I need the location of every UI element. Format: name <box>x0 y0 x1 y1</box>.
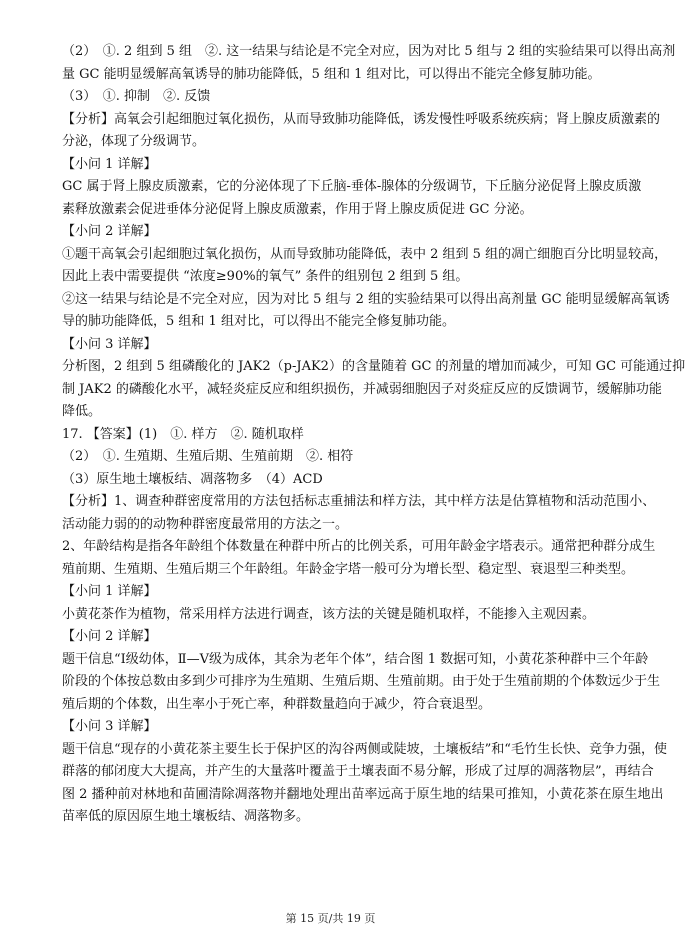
text-line: GC 属于肾上腺皮质激素，它的分泌体现了下丘脑-垂体-腺体的分级调节，下丘脑分泌促肾上腺皮质激 <box>62 179 642 194</box>
text-line: ①题干高氧会引起细胞过氧化损伤，从而导致肺功能降低，表中 2 组到 5 组的凋亡细胞百分比明显较高， <box>62 246 668 262</box>
text-line: 分泌，体现了分级调节。 <box>62 134 206 149</box>
text-line: 阶段的个体按总数由多到少可排序为生殖期、生殖后期、生殖前期。由于处于生殖前期的个体数远少于生 <box>62 674 661 689</box>
section-heading: 【小问 2 详解】 <box>62 629 157 644</box>
question-answer-line: 17. 【答案】(1) ①. 样方 ②. 随机取样 <box>62 426 304 442</box>
text-line: （3）原生地土壤板结、凋落物多 （4）ACD <box>62 471 323 487</box>
text-line: 殖前期、生殖期、生殖后期三个年龄组。年龄金字塔一般可分为增长型、稳定型、衰退型三种类型。 <box>62 561 635 577</box>
text-line: 素释放激素会促进垂体分泌促肾上腺皮质激素，作用于肾上腺皮质促进 GC 分泌。 <box>62 201 533 217</box>
text-line: ②这一结果与结论是不完全对应，因为对比 5 组与 2 组的实验结果可以得出高剂量 GC 能明显缓解高氧诱 <box>62 291 670 307</box>
answer-content <box>62 41 685 829</box>
text-line: 题干信息“现存的小黄花茶主要生长于保护区的沟谷两侧或陡坡，土壤板结”和“毛竹生长快、竞争力强，使 <box>62 741 667 757</box>
text-line: 题干信息“Ⅰ级幼体，Ⅱ—Ⅴ级为成体，其余为老年个体”，结合图 1 数据可知，小黄花茶种群中三个年龄 <box>62 651 649 667</box>
text-line: 制 JAK2 的磷酸化水平，减轻炎症反应和组织损伤，并减弱细胞因子对炎症反应的反馈调节，缓解肺功能 <box>62 381 662 397</box>
text-line: 活动能力弱的的动物种群密度最常用的方法之一。 <box>62 516 349 532</box>
text-line: （2） ①. 生殖期、生殖后期、生殖前期 ②. 相符 <box>62 449 354 464</box>
text-line: 【分析】1、调查种群密度常用的方法包括标志重捕法和样方法，其中样方法是估算植物和活动范围小、 <box>62 494 656 509</box>
section-heading: 【小问 1 详解】 <box>62 584 157 599</box>
text-line: 量 GC 能明显缓解高氧诱导的肺功能降低，5 组和 1 组对比，可以得出不能完全修复肺功能。 <box>62 66 601 82</box>
page-number-footer: 第 15 页/共 19 页 <box>285 912 376 925</box>
text-line: 苗率低的原因原生地土壤板结、凋落物多。 <box>62 809 310 824</box>
text-line: （2） ①. 2 组到 5 组 ②. 这一结果与结论是不完全对应，因为对比 5 组与 2 组的实验结果可以得出高剂 <box>62 44 676 59</box>
text-line: 群落的郁闭度大大提高，并产生的大量落叶覆盖于土壤表面不易分解，形成了过厚的凋落物层”，再结合 <box>62 764 654 779</box>
text-line: （3） ①. 抑制 ②. 反馈 <box>62 89 211 104</box>
text-line: 降低。 <box>62 404 102 419</box>
text-line: 导的肺功能降低，5 组和 1 组对比，可以得出不能完全修复肺功能。 <box>62 314 455 329</box>
text-line: 殖后期的个体数，出生率小于死亡率，种群数量趋向于减少，符合衰退型。 <box>62 696 492 712</box>
section-heading: 【小问 2 详解】 <box>62 224 157 239</box>
section-heading: 【小问 3 详解】 <box>62 719 157 734</box>
section-heading: 【小问 1 详解】 <box>62 156 157 172</box>
section-heading: 【小问 3 详解】 <box>62 336 157 352</box>
text-line: 【分析】高氧会引起细胞过氧化损伤，从而导致肺功能降低，诱发慢性呼吸系统疾病；肾上腺皮质激素的 <box>62 111 661 127</box>
text-line: 因此上表中需要提供 “浓度≥90%的氧气” 条件的组别包 2 组到 5 组。 <box>62 269 469 284</box>
text-line: 2、年龄结构是指各年龄组个体数量在种群中所占的比例关系，可用年龄金字塔表示。通常把种群分成生 <box>62 539 656 554</box>
text-line: 小黄花茶作为植物，常采用样方法进行调查，该方法的关键是随机取样，不能掺入主观因素。 <box>62 606 596 622</box>
text-line: 图 2 播种前对林地和苗圃清除凋落物并翻地处理出苗率远高于原生地的结果可推知，小黄花茶在原生地出 <box>62 786 664 802</box>
text-line: 分析图，2 组到 5 组磷酸化的 JAK2（p-JAK2）的含量随着 GC 的剂量的增加而减少，可知 GC 可能通过抑 <box>62 359 685 374</box>
